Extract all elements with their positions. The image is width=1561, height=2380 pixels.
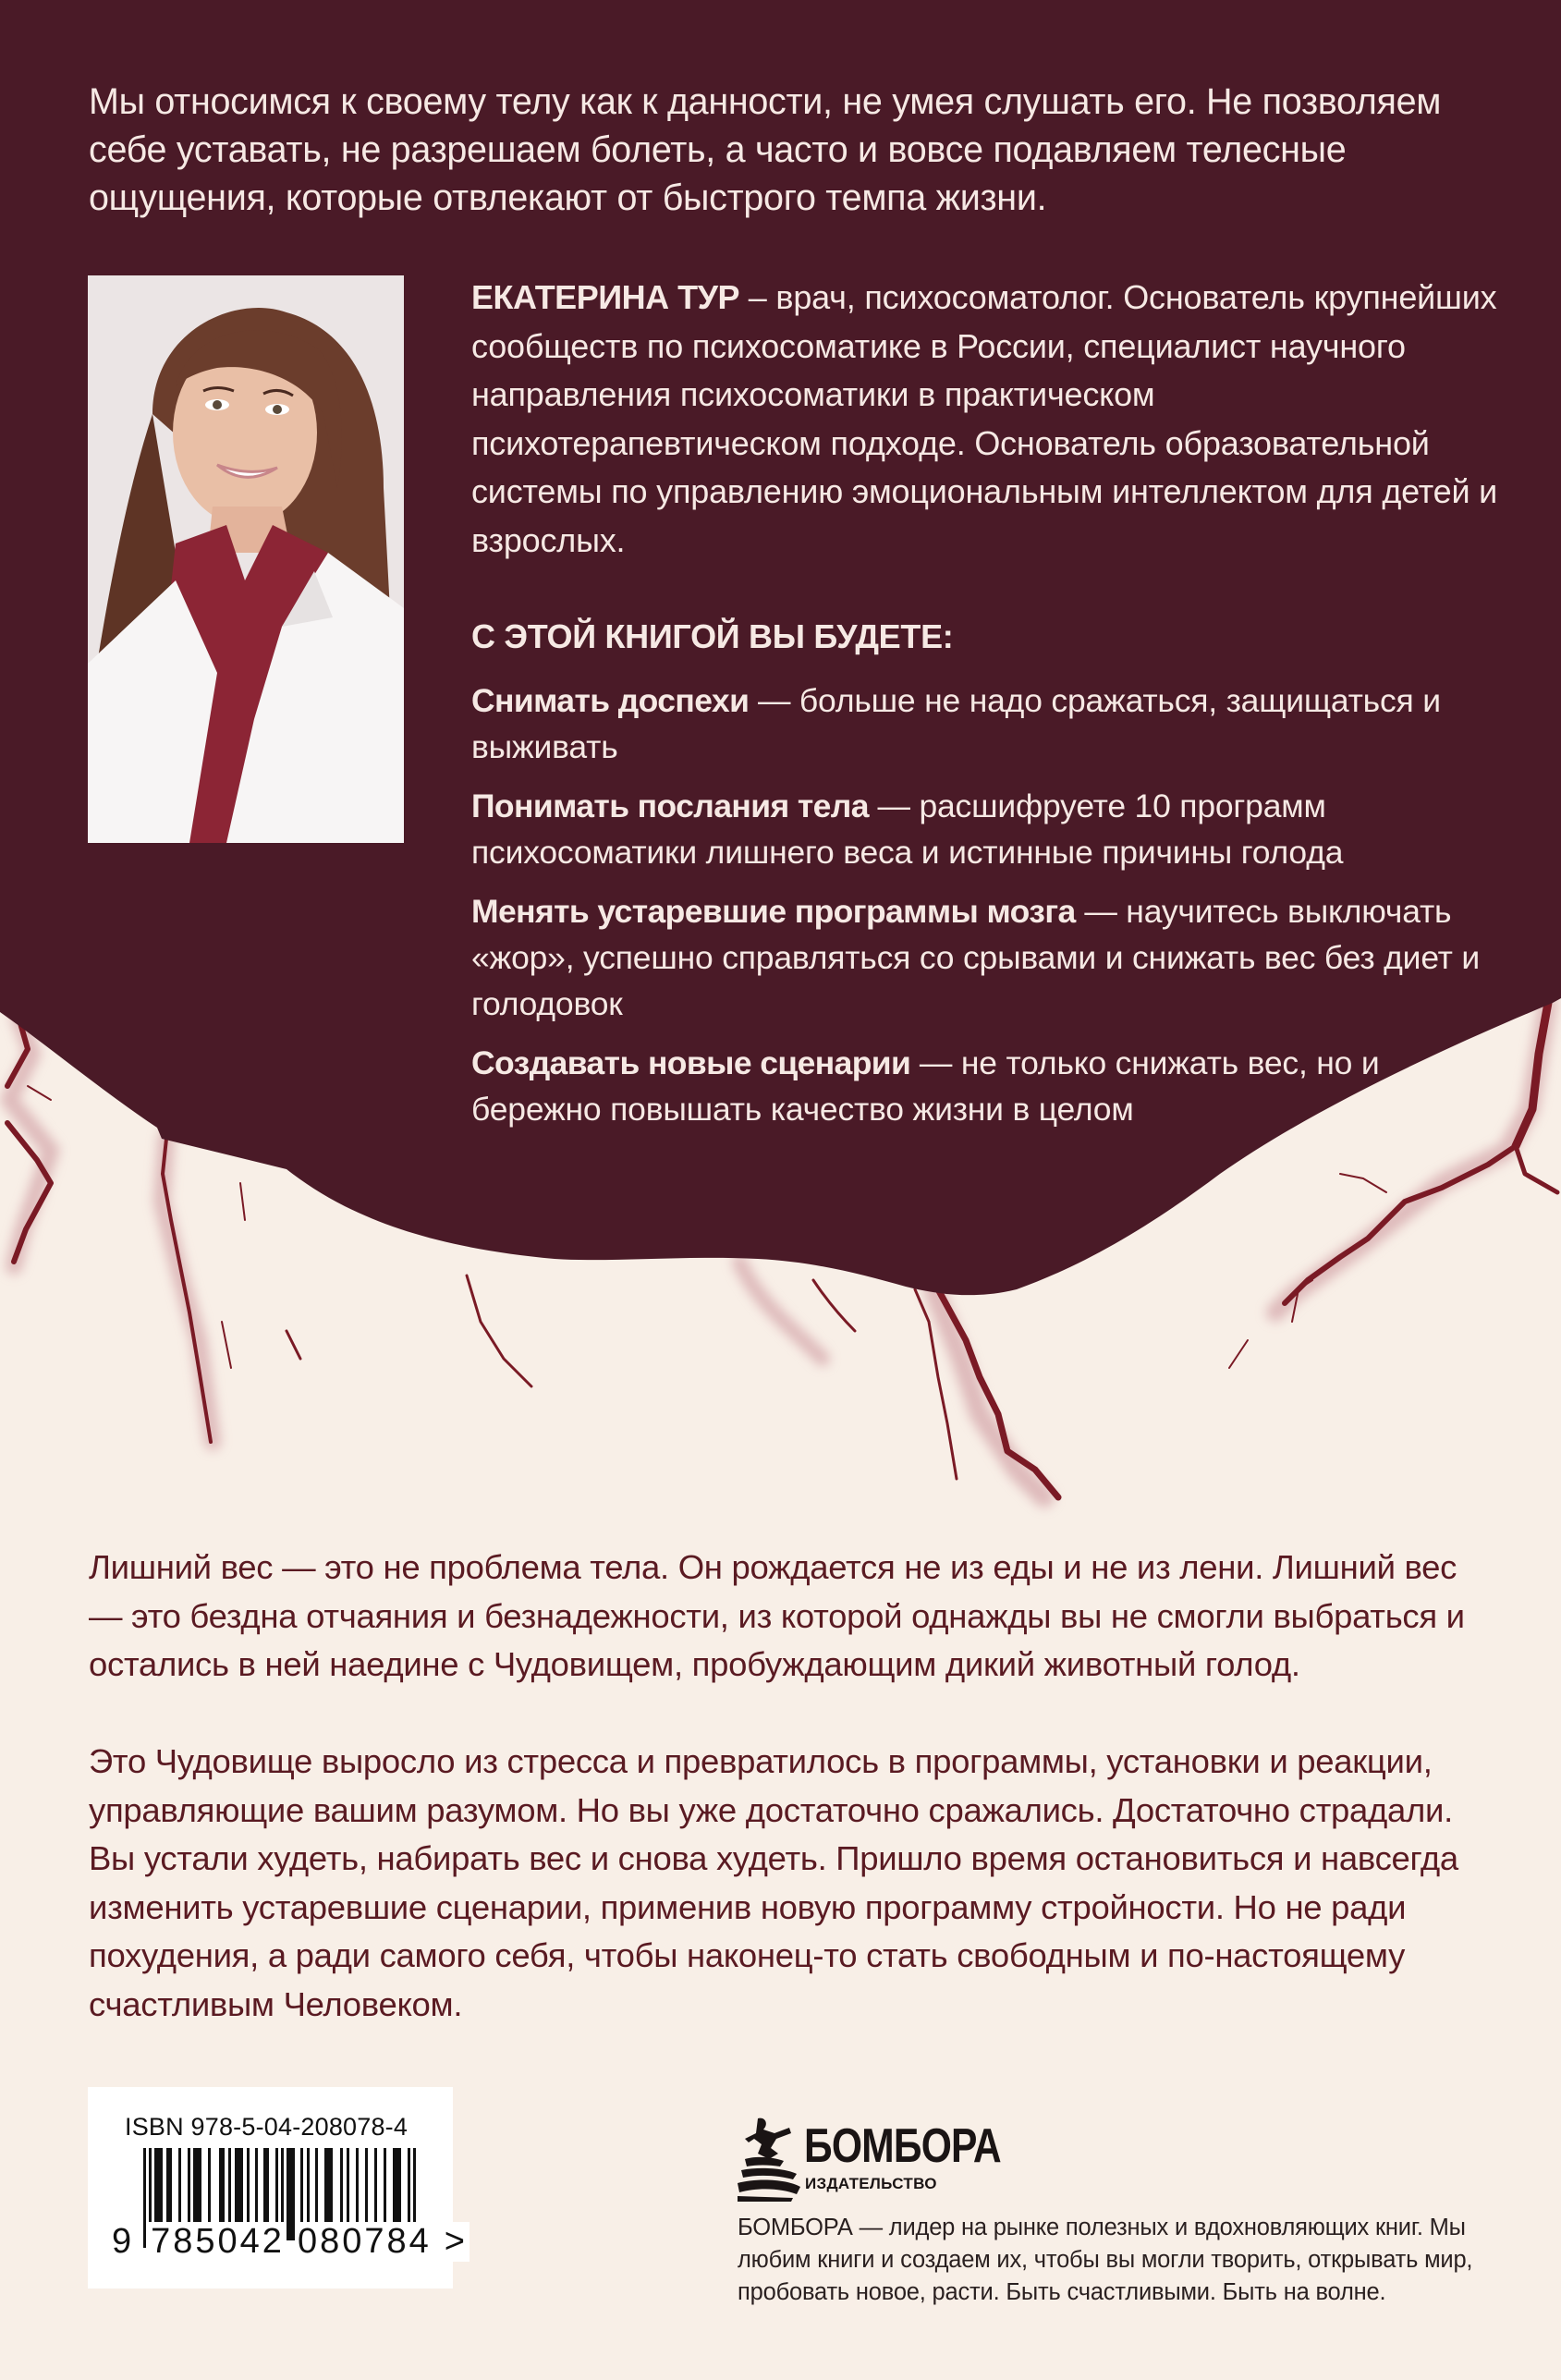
benefit-text: — расшифруете 10 программ психосоматики лишнего веса и истинные причины голода	[471, 787, 1344, 871]
isbn-number: ISBN 978-5-04-208078-4	[125, 2113, 409, 2141]
intro-paragraph: Мы относимся к своему телу как к данности, не умея слушать его. Не позволяем себе уставать, не разрешаем болеть, а часто и вовсе подавляем телесные ощущения, которые отвлекают от быстрого темпа жизни.	[89, 81, 1442, 218]
publisher-logo-name: БОМБОРА	[804, 2119, 1001, 2173]
benefit-title: Менять устаревшие программы мозга	[471, 893, 1076, 930]
benefit-item	[471, 783, 1506, 875]
benefit-title: Снимать доспехи	[471, 682, 750, 719]
surfer-logo-icon	[738, 2117, 800, 2202]
benefit-item	[471, 888, 1506, 1027]
author-bio-text: – врач, психосоматолог. Основатель крупнейших сообществ по психосоматике в России, специалист научного направления психосоматики в практическом психотерапевтическом подходе. Основатель образовательной системы по управлению эмоциональным интеллектом для детей и взрослых.	[471, 278, 1498, 559]
ean-right-digits: 080784	[297, 2222, 432, 2261]
ean-first-digit: 9	[112, 2222, 135, 2261]
benefit-text: — больше не надо сражаться, защищаться и выживать	[471, 682, 1441, 765]
body-paragraph-1: Лишний вес — это не проблема тела. Он рождается не из еды и не из лени. Лишний вес — это бездна отчаяния и безнадежности, из которой однажды вы не смогли выбраться и остались в ней наедине с Чудовищем, пробуждающим дикий животный голод.	[89, 1548, 1465, 1683]
author-bio	[471, 274, 1506, 565]
benefit-item	[471, 1040, 1506, 1132]
publisher-logo	[738, 2117, 1015, 2202]
ean-left-digits: 785042	[151, 2222, 285, 2261]
benefit-text: — не только снижать вес, но и бережно повышать качество жизни в целом	[471, 1044, 1380, 1128]
benefits-heading: С ЭТОЙ КНИГОЙ ВЫ БУДЕТЕ:	[471, 617, 954, 655]
body-paragraph-2: Это Чудовище выросло из стресса и превратилось в программы, установки и реакции, управляющие вашим разумом. Но вы уже достаточно сражались. Достаточно страдали. Вы устали худеть, набирать вес и снова худеть. Пришло время остановиться и навсегда изменить устаревшие сценарии, применив новую программу стройности. Но не ради похудения, а ради самого себя, чтобы наконец-то стать свободным и по-настоящему счастливым Человеком.	[89, 1742, 1458, 2023]
ean-marker: >	[444, 2222, 468, 2261]
benefit-text: — научитесь выключать «жор», успешно справляться со срывами и снижать вес без диет и голодовок	[471, 893, 1481, 1022]
benefits-section	[471, 615, 1506, 1145]
isbn-barcode	[88, 2087, 468, 2288]
benefit-title: Создавать новые сценарии	[471, 1044, 911, 1081]
author-name: ЕКАТЕРИНА ТУР	[471, 278, 739, 316]
benefit-item	[471, 677, 1506, 770]
author-photo	[88, 275, 404, 843]
author-portrait-illustration	[88, 275, 404, 843]
ean-digits	[110, 2222, 470, 2262]
publisher-description: БОМБОРА — лидер на рынке полезных и вдохновляющих книг. Мы любим книги и создаем их, чтобы вы могли творить, открывать мир, пробовать новое, расти. Быть счастливыми. Быть на волне.	[738, 2215, 1473, 2305]
publisher-logo-subtitle: ИЗДАТЕЛЬСТВО	[805, 2175, 937, 2192]
benefit-title: Понимать послания тела	[471, 787, 869, 824]
